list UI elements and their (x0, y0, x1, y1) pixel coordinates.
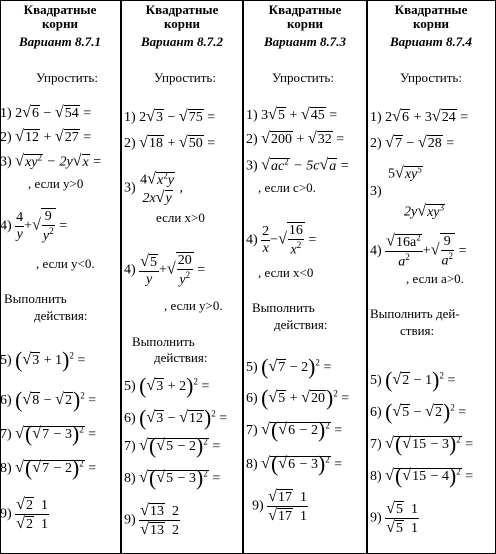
actions-heading-cont: действия: (274, 317, 328, 332)
variant-column-2 (122, 0, 242, 554)
actions-heading: Выполнить дей- (370, 306, 460, 321)
problem-7: 7) $√(√6 - 2)^2$ = (246, 418, 343, 442)
problem-9: 9) $\frac{√13 2}{√13 2}$ (124, 502, 180, 538)
problem-5: 5) $(√3 + 1)^2$ = (0, 348, 86, 372)
condition-4: , если a>0. (406, 271, 464, 286)
actions-heading-cont: ствия: (400, 323, 435, 338)
problem-3: 3) $√xy^2 - 2y√x$ = (0, 152, 102, 170)
problem-1: 1) 2√6 − √54 = (0, 104, 92, 121)
problem-2: 2) √7 − √28 = (370, 134, 455, 151)
problem-4: 4) $\frac{4}{y}$ +√ $\frac{9}{y^2}$ = (0, 209, 68, 244)
problem-6: 6) $(√5 - √2)^2$ = (370, 400, 467, 424)
problem-5: 5) $(√2 - 1)^2$ = (370, 368, 456, 392)
problem-9: 9) $\frac{√5 1}{√5 1}$ (370, 500, 419, 536)
problem-7: 7) $√(√15 - 3)^2$ = (370, 432, 474, 456)
actions-heading-cont: действия: (154, 350, 208, 365)
condition-4: , если y>0. (164, 298, 223, 313)
simplify-heading: Упростить: (36, 70, 98, 85)
problem-8: 8) $√(√6 - 3)^2$ = (246, 452, 343, 476)
column-title: Квадратные корни (23, 2, 97, 31)
condition-4: , если y<0. (36, 256, 95, 271)
problem-3: 3) $√ac^2 - 5c√a$ = (246, 156, 349, 174)
problem-6: 6) $(√8 - √2)^2$ = (0, 388, 97, 412)
column-title: Квадратные корни (394, 2, 468, 31)
problem-4: 4) $\frac{2}{x}$ −√ $\frac{16}{x^2}$ = (246, 223, 317, 258)
problem-1: 1) 3√5 + √45 = (246, 106, 338, 123)
actions-heading: Выполнить (252, 300, 315, 315)
variant-label: Вариант 8.7.1 (19, 34, 101, 49)
problem-3: 3) $4√x^2y$ 2x√y , (124, 170, 183, 206)
problem-8: 8) $√(√7 - 2)^2$ = (0, 456, 97, 480)
problem-6: 6) $(√3 - √12)^2$ = (124, 406, 228, 430)
variant-label: Вариант 8.7.2 (141, 34, 223, 49)
actions-heading: Выполнить (4, 291, 67, 306)
problem-1: 1) 2√3 − √75 = (124, 108, 216, 125)
problem-8: 8) $√(√5 - 3)^2$ = (124, 466, 221, 490)
problem-3-denominator: $2y√xy^3$ (404, 202, 445, 220)
problem-5: 5) $(√7 - 2)^2$ = (246, 355, 332, 379)
actions-heading-cont: действия: (34, 308, 88, 323)
variant-label: Вариант 8.7.4 (390, 34, 472, 49)
problem-6: 6) $(√5 + √20)^2$ = (246, 386, 350, 410)
problem-1: 1) 2√6 + 3√24 = (370, 108, 469, 125)
problem-3-numerator: $5√xy^5$ (388, 164, 422, 182)
problem-5: 5) $(√3 + 2)^2$ = (124, 374, 210, 398)
simplify-heading: Упростить: (154, 70, 216, 85)
variant-label: Вариант 8.7.3 (264, 34, 346, 49)
variant-column-1 (0, 0, 120, 554)
problem-2: 2) √200 + √32 = (246, 130, 345, 147)
problem-9: 9) $\frac{√17 1}{√17 1}$ (252, 488, 308, 524)
condition-3: , если y>0 (28, 176, 84, 191)
problem-2: 2) √12 + √27 = (0, 128, 92, 145)
variant-column-3 (244, 0, 366, 554)
problem-3: 3) (370, 184, 382, 199)
simplify-heading: Упростить: (400, 70, 462, 85)
problem-7: 7) $√(√5 - 2)^2$ = (124, 434, 221, 458)
column-title: Квадратные корни (145, 2, 219, 31)
condition-3: , если c>0. (258, 180, 316, 195)
problem-4: 4) $\frac{√5}{y}$ +√ $\frac{20}{y^2}$ = (124, 252, 206, 288)
problem-4: 4) $\frac{√16a^2}{a^2}$ +√ $\frac{9}{a^2}$ = (370, 232, 467, 270)
simplify-heading: Упростить: (272, 70, 334, 85)
problem-2: 2) √18 + √50 = (124, 134, 216, 151)
column-title: Квадратные корни (268, 2, 342, 31)
problem-7: 7) $√(√7 - 3)^2$ = (0, 422, 97, 446)
problem-9: 9) $\frac{√2 1}{√2 1}$ (0, 496, 49, 532)
variant-column-4 (368, 0, 494, 554)
condition-3: если x>0 (156, 210, 205, 225)
condition-4: , если x<0 (258, 265, 314, 280)
actions-heading: Выполнить (132, 334, 195, 349)
problem-8: 8) $√(√15 - 4)^2$ = (370, 464, 474, 488)
